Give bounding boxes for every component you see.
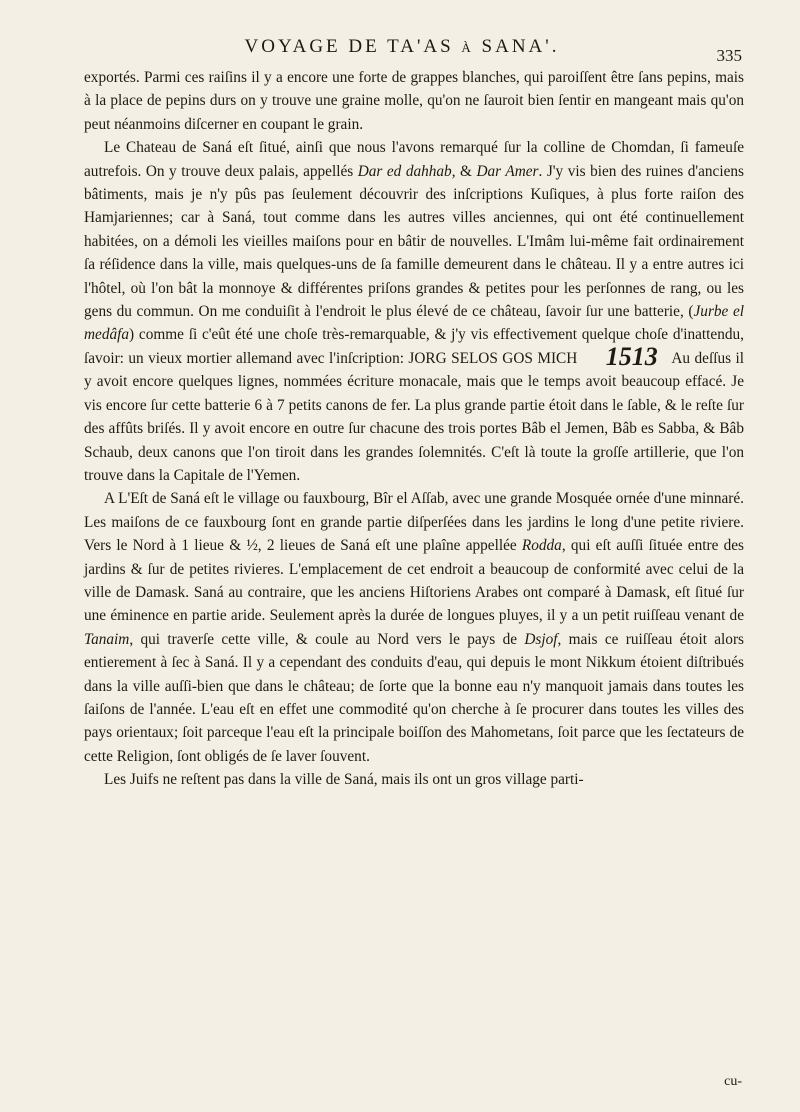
text-run: Au deſſus il y avoit encore quelques lignes, nommées écriture monacale, mais que le temps avoit beaucoup effacé. Je vis encore ſur cette batterie 6 à 7 petits canons de fer. La plus grande partie étoit dans le ſable, & le reſte ſur des affûts briſés. Il y avoit encore en outre ſur chacune des trois portes Bâb el Jemen, Bâb es Sabba, & Bâb Schaub, deux canons que l'on tiroit dans les grandes ſolemnités. C'eſt là toute la groſſe artillerie, que l'on trouve dans la Capitale de l'Yemen.	[84, 349, 744, 484]
paragraph-4	[84, 768, 744, 791]
text-run: Le Chateau de Saná eſt ſitué, ainſi que nous l'avons remarqué ſur la colline de Chomdan, ſi fameuſe autrefois. On y trouve deux palais, appellés	[84, 139, 744, 180]
italic-term: Dar ed dahhab	[357, 162, 452, 180]
text-run: A L'Eſt de Saná eſt le village ou fauxbourg, Bîr el Aſſab, avec une grande Mosquée ornée d'une minnaré. Les maiſons de ce fauxbourg ſont en grande partie diſperſées dans les jardins le long d'une petite riviere. Vers le Nord à 1 lieue & ½, 2 lieues de Saná eſt une plaîne appellée	[84, 490, 744, 555]
text-run: , qui eſt auſſi ſituée entre des jardins & ſur de petites rivieres. L'emplacement de cet endroit a beaucoup de conformité avec celui de la ville de Damask. Saná au contraire, que les anciens Hiſtoriens Arabes ont comparé à Damask, eſt ſitué ſur une éminence en partie aride. Seulement après la durée de longues pluyes, il y a un petit ruiſſeau venant de	[84, 537, 745, 625]
catchword: cu-	[724, 1074, 742, 1089]
page-number: 335	[716, 46, 742, 65]
italic-term: Rodda	[521, 537, 562, 555]
italic-term: Dsjof	[524, 630, 558, 648]
text-run: , &	[451, 162, 477, 180]
italic-term: Tanaim	[84, 630, 130, 648]
paragraph-2	[84, 136, 744, 487]
text-run: exportés. Parmi ces raiſins il y a encore une forte de grappes blanches, qui paroiſſent être ſans pepins, mais à la place de pepins durs on y trouve une graine molle, qu'on ne ſauroit bien ſentir en mangeant mais qu'on peut néanmoins diſcerner en coupant le grain.	[84, 69, 744, 133]
text-run: Les Juifs ne reſtent pas dans la ville de Saná, mais ils ont un gros village parti-	[104, 771, 584, 789]
text-run: , mais ce ruiſſeau étoit alors entierement à ſec à Saná. Il y a cependant des conduits d'eau, qui depuis le mont Nikkum étoient diſtribués dans la ville auſſi-bien que dans le château; de ſorte que la bonne eau n'y manquoit jamais dans toutes les ſaiſons de l'année. L'eau eſt en effet une commodité qu'on cherche à ſe procurer dans toutes les villes des pays orientaux; ſoit parceque l'eau eſt la principale boiſſon des Mahometans, ſoit parce que les ſectateurs de cette Religion, ſont obligés de ſe laver ſouvent.	[84, 630, 744, 765]
italic-term: Jurbe el medâfa	[84, 303, 744, 344]
text-run: ) comme ſi c'eût été une choſe très-remarquable, & j'y vis effectivement quelque choſe d'inattendu, ſavoir: un vieux mortier allemand avec l'inſcription: JORG SELOS GOS MICH	[84, 326, 744, 367]
paragraph-1	[84, 66, 744, 136]
text-run: . J'y vis bien des ruines d'anciens bâtiments, mais je n'y pûs pas ſeulement découvrir des inſcriptions Kuſiques, à plus forte raiſon des Hamjariennes; car à Saná, tout comme dans les autres villes anciennes, qui ont été continuellement habitées, on a démoli les vieilles maiſons pour en bâtir de nouvelles. L'Imâm lui-même fait ordinairement ſa réſidence dans la ville, mais quelques-uns de ſa famille demeurent dans le château. Il y a entre autres ici l'hôtel, où l'on bât la monnoye & différentes priſons grandes & petites pour les perſonnes de rang, ou les gens du commun. On me conduiſit à l'endroit le plus élevé de ce château, ſavoir ſur une batterie, (	[84, 162, 744, 321]
handwritten-date: 1513	[605, 341, 658, 371]
running-head: VOYAGE DE TA'AS à SANA'.	[244, 36, 560, 57]
text-run: , qui traverſe cette ville, & coule au Nord vers le pays de	[129, 630, 525, 648]
body-text	[84, 66, 744, 792]
paragraph-3	[84, 487, 744, 768]
italic-term: Dar Amer	[476, 162, 539, 180]
page-header	[84, 10, 744, 66]
